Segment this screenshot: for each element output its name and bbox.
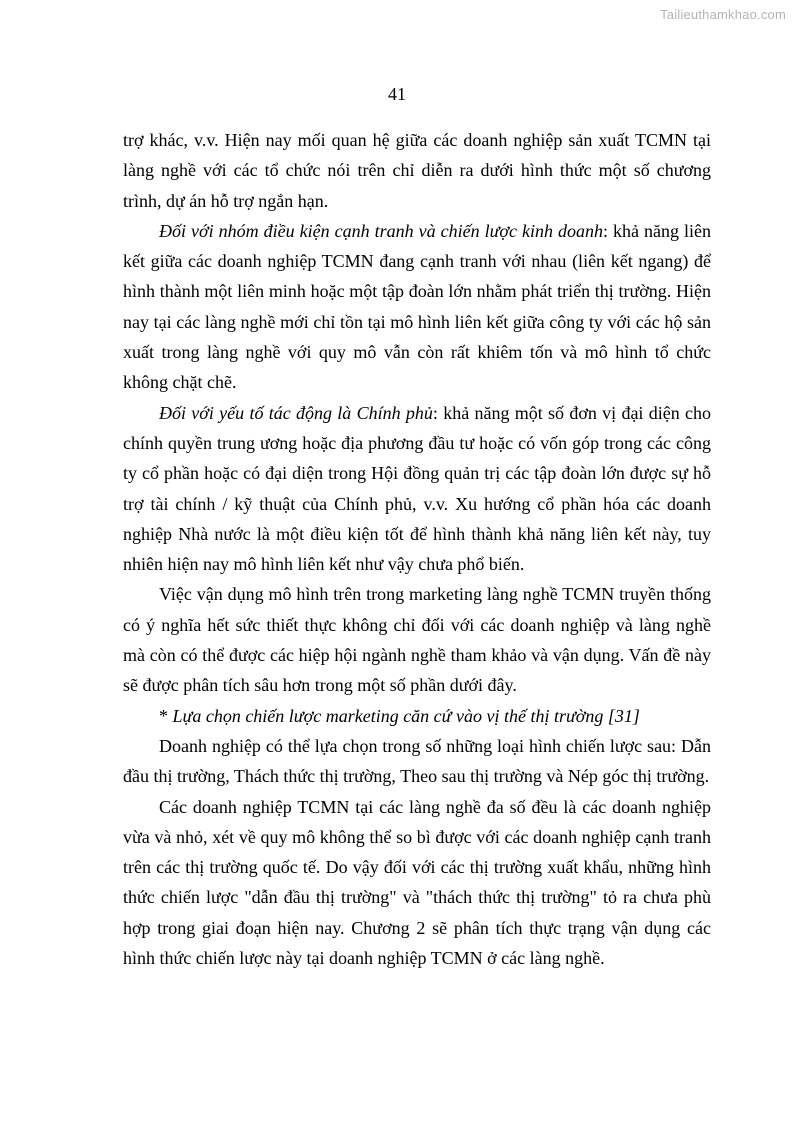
paragraph-3: [123, 398, 711, 580]
heading-text-italic: Lựa chọn chiến lược marketing căn cứ vào vị thế thị trường [31]: [172, 705, 640, 726]
section-heading: [123, 701, 711, 731]
paragraph-text: trợ khác, v.v. Hiện nay mối quan hệ giữa các doanh nghiệp sản xuất TCMN tại làng nghề với các tổ chức nói trên chỉ diễn ra dưới hình thức một số chương trình, dự án hỗ trợ ngắn hạn.: [123, 130, 711, 211]
document-body: [123, 125, 711, 973]
paragraph-text: Doanh nghiệp có thể lựa chọn trong số những loại hình chiến lược sau: Dẫn đầu thị trường, Thách thức thị trường, Theo sau thị trường và Nép góc thị trường.: [123, 735, 711, 787]
paragraph-text: Việc vận dụng mô hình trên trong marketing làng nghề TCMN truyền thống có ý nghĩa hết sức thiết thực không chỉ đối với các doanh nghiệp và làng nghề mà còn có thể được các hiệp hội ngành nghề tham khảo và vận dụng. Vấn đề này sẽ được phân tích sâu hơn trong một số phần dưới đây.: [123, 584, 711, 696]
paragraph-7: [123, 792, 711, 974]
paragraph-6: [123, 731, 711, 792]
paragraph-4: [123, 579, 711, 700]
paragraph-text: : khả năng liên kết giữa các doanh nghiệp TCMN đang cạnh tranh với nhau (liên kết ngang) để hình thành một liên minh hoặc một tập đoàn lớn nhằm phát triển thị trường. Hiện nay tại các làng nghề mới chỉ tồn tại mô hình liên kết giữa công ty với các hộ sản xuất trong làng nghề với quy mô vẫn còn rất khiêm tốn và mô hình tổ chức không chặt chẽ.: [123, 220, 711, 393]
paragraph-text: Các doanh nghiệp TCMN tại các làng nghề đa số đều là các doanh nghiệp vừa và nhỏ, xét về quy mô không thể so bì được với các doanh nghiệp cạnh tranh trên các thị trường quốc tế. Do vậy đối với các thị trường xuất khẩu, những hình thức chiến lược "dẫn đầu thị trường" và "thách thức thị trường" tỏ ra chưa phù hợp trong giai đoạn hiện nay. Chương 2 sẽ phân tích thực trạng vận dụng các hình thức chiến lược này tại doanh nghiệp TCMN ở các làng nghề.: [123, 796, 711, 969]
paragraph-text: : khả năng một số đơn vị đại diện cho chính quyền trung ương hoặc địa phương đầu tư hoặc có vốn góp trong các công ty cổ phần hoặc có đại diện trong Hội đồng quản trị các tập đoàn lớn được sự hỗ trợ tài chính / kỹ thuật của Chính phủ, v.v. Xu hướng cổ phần hóa các doanh nghiệp Nhà nước là một điều kiện tốt để hình thành khả năng liên kết này, tuy nhiên hiện nay mô hình liên kết như vậy chưa phổ biến.: [123, 402, 711, 575]
paragraph-2: [123, 216, 711, 398]
watermark-text: Tailieuthamkhao.com: [660, 7, 786, 22]
paragraph-lead-italic: Đối với nhóm điều kiện cạnh tranh và chiến lược kinh doanh: [159, 220, 603, 241]
paragraph-1: [123, 125, 711, 216]
heading-bullet: *: [159, 705, 173, 726]
paragraph-lead-italic: Đối với yếu tố tác động là Chính phủ: [159, 402, 433, 423]
page-number: 41: [388, 84, 406, 104]
